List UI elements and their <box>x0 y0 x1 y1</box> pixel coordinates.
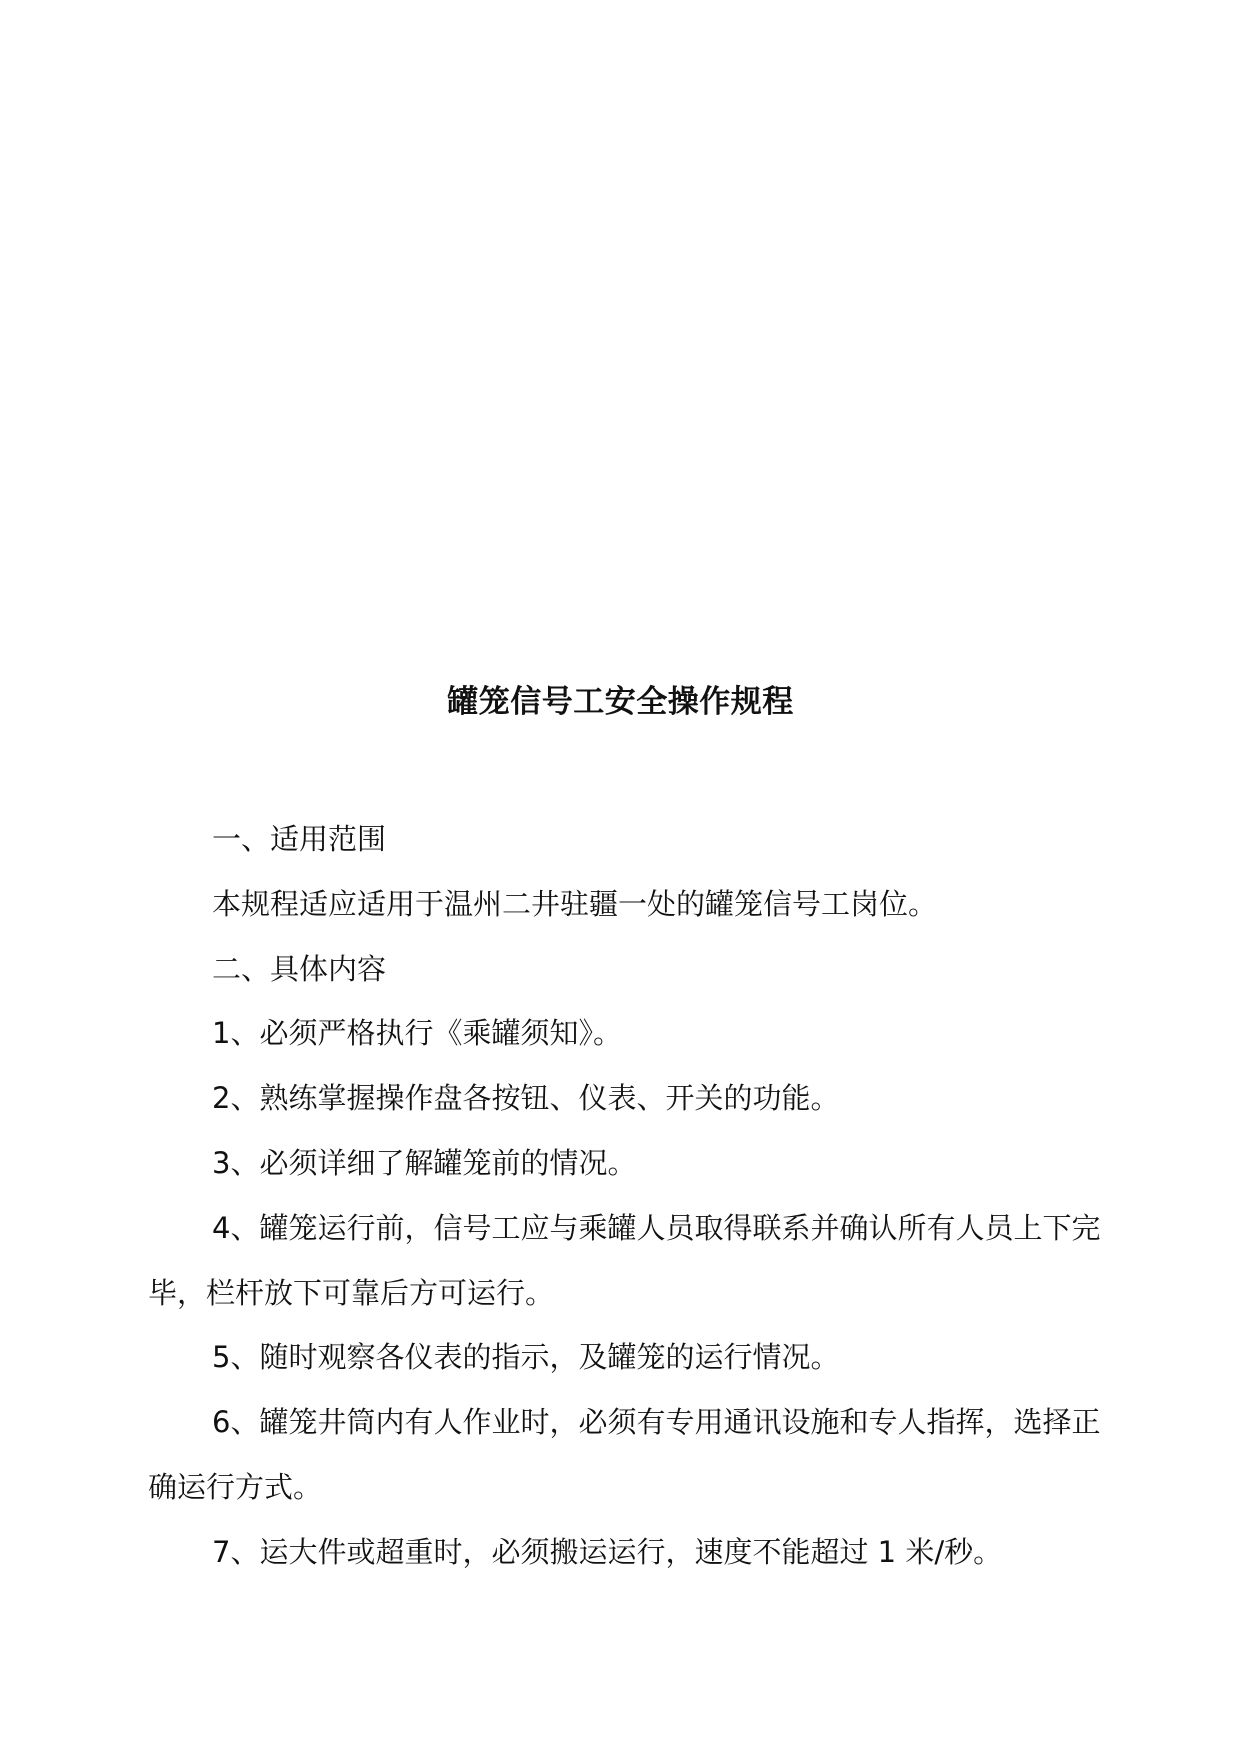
rule-item-5: 5、随时观察各仪表的指示，及罐笼的运行情况。 <box>212 1340 840 1375</box>
rule-item-3: 3、必须详细了解罐笼前的情况。 <box>212 1145 637 1180</box>
rule-item-4: 4、罐笼运行前，信号工应与乘罐人员取得联系并确认所有人员上下完毕，栏杆放下可靠后方可运行。 <box>148 1210 1101 1310</box>
rule-item-7: 7、运大件或超重时，必须搬运运行，速度不能超过 1 米/秒。 <box>212 1534 1003 1569</box>
rule-item-2: 2、熟练掌握操作盘各按钮、仪表、开关的功能。 <box>212 1081 840 1116</box>
document-title: 罐笼信号工安全操作规程 <box>447 684 794 720</box>
document-body <box>148 807 1108 1585</box>
scope-paragraph: 本规程适应适用于温州二井驻疆一处的罐笼信号工岗位。 <box>212 886 938 921</box>
rule-item-1: 1、必须严格执行《乘罐须知》。 <box>212 1016 622 1051</box>
rule-item-6: 6、罐笼井筒内有人作业时，必须有专用通讯设施和专人指挥，选择正确运行方式。 <box>148 1405 1101 1504</box>
section-heading-content: 二、具体内容 <box>212 951 387 986</box>
section-heading-scope: 一、适用范围 <box>212 822 387 856</box>
